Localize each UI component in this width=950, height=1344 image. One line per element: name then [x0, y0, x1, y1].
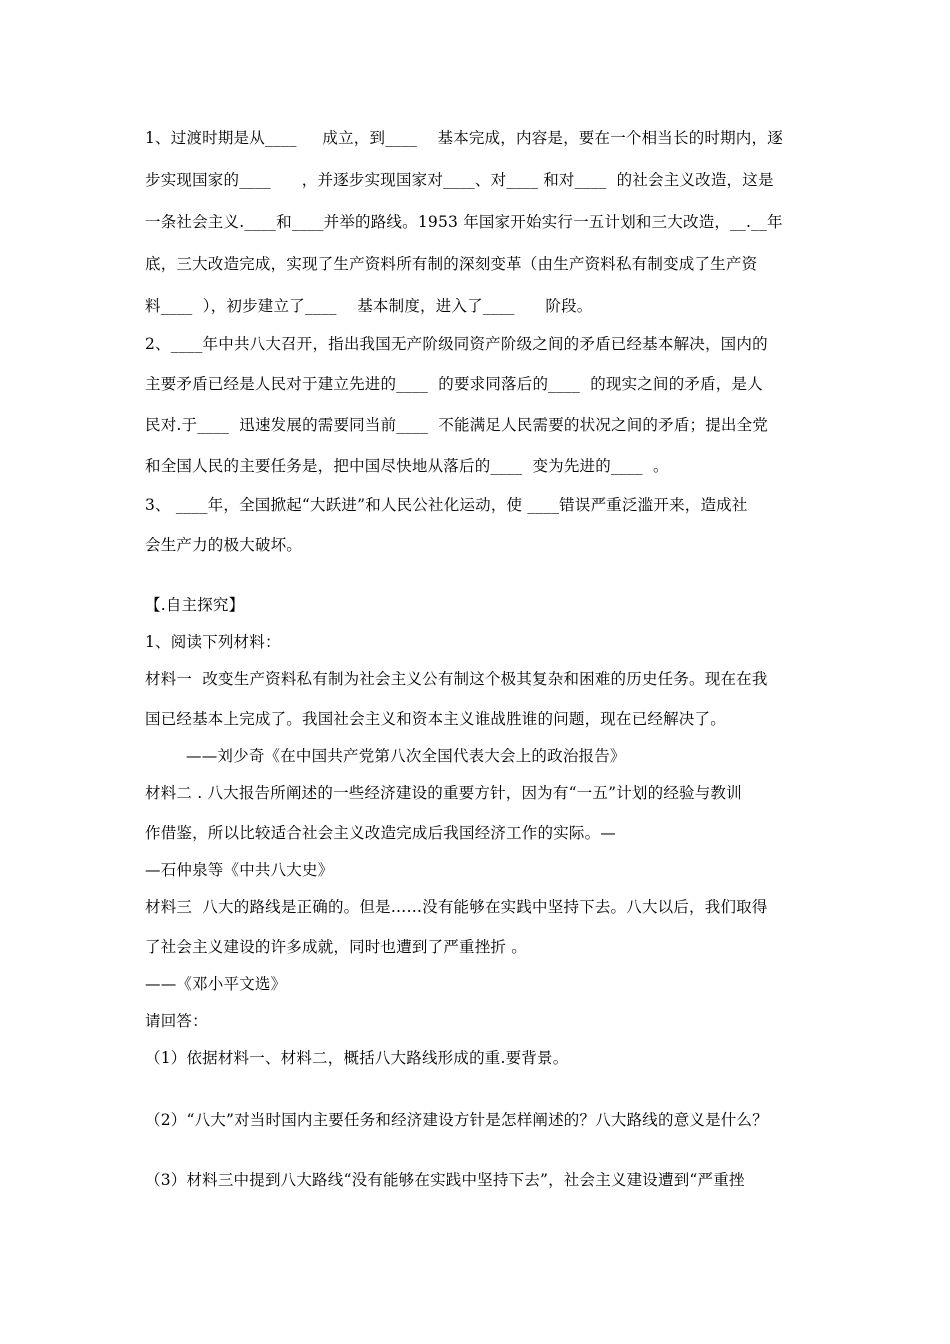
material1-source: ——刘少奇《在中国共产党第八次全国代表大会上的政治报告》 — [145, 747, 626, 765]
material3-line-1: 材料三 八大的路线是正确的。但是……没有能够在实践中坚持下去。八大以后，我们取得 — [145, 898, 768, 916]
section-heading: 【.自主探究】 — [145, 596, 245, 614]
question-2: （2）“八大”对当时国内主要任务和经济建设方针是怎样阐述的？八大路线的意义是什么？ — [145, 1111, 768, 1129]
s1-line-4: 底，三大改造完成，实现了生产资料所有制的深刻变革（由生产资料私有制变成了生产资 — [145, 255, 758, 273]
question-3: （3）材料三中提到八大路线“没有能够在实践中坚持下去”，社会主义建设遭到“严重挫 — [145, 1171, 745, 1189]
material2-line-1: 材料二 . 八大报告所阐述的一些经济建设的重要方针，因为有“一五”计划的经验与教训 — [145, 784, 742, 802]
s1-line-5: 料____ ），初步建立了____ 基本制度，进入了____ 阶段。 — [145, 297, 593, 315]
material3-source: ——《邓小平文选》 — [145, 975, 287, 993]
material2-line-2: 作借鉴，所以比较适合社会主义改造完成后我国经济工作的实际。— — [145, 824, 617, 842]
please-answer: 请回答： — [145, 1012, 208, 1030]
material1-line-2: 国已经基本上完成了。我国社会主义和资本主义谁战胜谁的问题，现在已经解决了。 — [145, 710, 726, 728]
s2-line-4: 和全国人民的主要任务是，把中国尽快地从落后的____ 变为先进的____ 。 — [145, 457, 669, 475]
material1-line-1: 材料一 改变生产资料私有制为社会主义公有制这个极其复杂和困难的历史任务。现在在我 — [145, 670, 768, 688]
question-intro: 1、阅读下列材料： — [145, 633, 281, 651]
s1-line-1: 1、过渡时期是从____ 成立，到____ 基本完成，内容是，要在一个相当长的时期内，逐 — [145, 129, 783, 147]
s1-line-3: 一条社会主义.____和____并举的路线。1953 年国家开始实行一五计划和三大改造，__.__年 — [145, 213, 783, 231]
s1-line-2: 步实现国家的____ ，并逐步实现国家对____、对____ 和对____ 的社会主义改造，这是 — [145, 171, 774, 189]
s2-line-1: 2、____年中共八大召开，指出我国无产阶级同资产阶级之间的矛盾已经基本解决，国内的 — [145, 335, 768, 353]
material2-source: —石仲泉等《中共八大史》 — [145, 861, 334, 879]
material3-line-2: 了社会主义建设的许多成就，同时也遭到了严重挫折 。 — [145, 938, 527, 956]
question-1: （1）依据材料一、材料二，概括八大路线形成的重.要背景。 — [145, 1049, 569, 1067]
s3-line-2: 会生产力的极大破坏。 — [145, 536, 303, 554]
s3-line-1: 3、 ____年，全国掀起“大跃进”和人民公社化运动，使 ____错误严重泛滥开来，造成社 — [145, 496, 748, 514]
s2-line-2: 主要矛盾已经是人民对于建立先进的____ 的要求同落后的____ 的现实之间的矛盾，是人 — [145, 375, 763, 393]
s2-line-3: 民对.于____ 迅速发展的需要同当前____ 不能满足人民需要的状况之间的矛盾；提出全党 — [145, 416, 769, 434]
